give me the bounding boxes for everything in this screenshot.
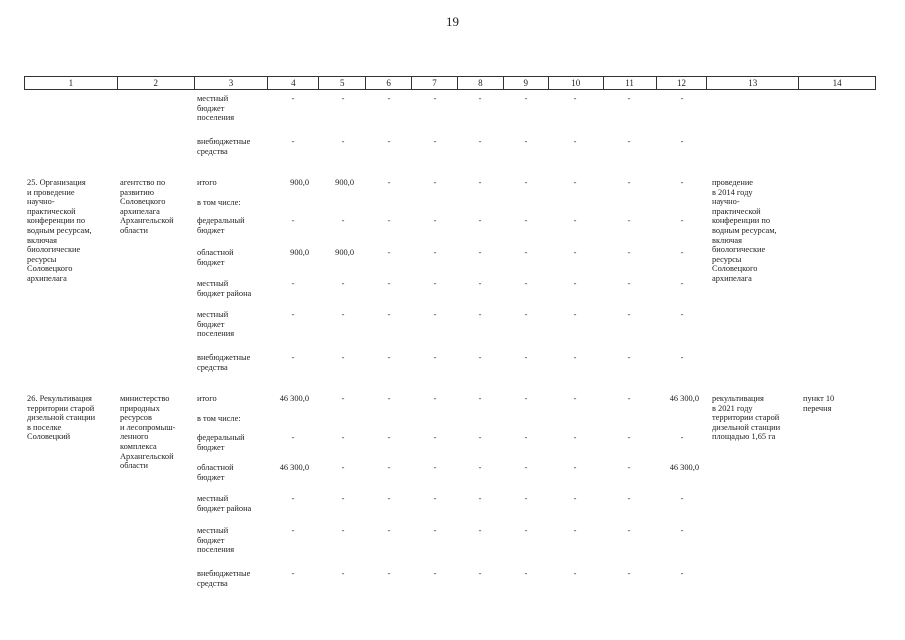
header-col-6: 6 bbox=[366, 77, 412, 89]
funding-source-label: федеральный бюджет bbox=[197, 216, 245, 235]
value-cell: - bbox=[387, 353, 391, 362]
value-cell: 900,0 bbox=[290, 178, 309, 187]
header-col-13: 13 bbox=[707, 77, 799, 89]
value-cell: - bbox=[387, 463, 391, 472]
value-cell: - bbox=[341, 526, 345, 535]
value-cell: - bbox=[341, 137, 345, 146]
value-cell: - bbox=[341, 216, 345, 225]
value-cell: - bbox=[387, 433, 391, 442]
value-cell: - bbox=[478, 494, 482, 503]
funding-source-label: итого bbox=[197, 394, 217, 403]
value-cell: - bbox=[433, 248, 437, 257]
value-cell: - bbox=[291, 279, 295, 288]
value-cell: - bbox=[341, 433, 345, 442]
value-cell: - bbox=[478, 353, 482, 362]
value-cell: - bbox=[680, 526, 684, 535]
value-cell: - bbox=[478, 526, 482, 535]
value-cell: - bbox=[680, 310, 684, 319]
value-cell: - bbox=[291, 569, 295, 578]
value-cell: - bbox=[341, 463, 345, 472]
value-cell: - bbox=[573, 216, 577, 225]
value-cell: - bbox=[680, 353, 684, 362]
value-cell: - bbox=[573, 178, 577, 187]
value-cell: - bbox=[524, 569, 528, 578]
value-cell: - bbox=[341, 353, 345, 362]
value-cell: - bbox=[478, 94, 482, 103]
value-cell: - bbox=[524, 353, 528, 362]
value-cell: - bbox=[680, 137, 684, 146]
funding-source-label: федеральный бюджет bbox=[197, 433, 245, 452]
value-cell: - bbox=[478, 216, 482, 225]
header-col-3: 3 bbox=[195, 77, 269, 89]
value-cell: - bbox=[680, 494, 684, 503]
value-cell: - bbox=[627, 216, 631, 225]
funding-source-label: областной бюджет bbox=[197, 248, 234, 267]
value-cell: - bbox=[478, 279, 482, 288]
funding-source-label: областной бюджет bbox=[197, 463, 234, 482]
value-cell: - bbox=[524, 526, 528, 535]
value-cell: - bbox=[387, 310, 391, 319]
value-cell: - bbox=[627, 178, 631, 187]
value-cell: - bbox=[627, 394, 631, 403]
value-cell: - bbox=[433, 394, 437, 403]
value-cell: - bbox=[680, 94, 684, 103]
value-cell: - bbox=[573, 526, 577, 535]
value-cell: - bbox=[573, 248, 577, 257]
value-cell: 46 300,0 bbox=[279, 463, 309, 472]
value-cell: - bbox=[573, 494, 577, 503]
value-cell: - bbox=[387, 248, 391, 257]
header-col-11: 11 bbox=[604, 77, 657, 89]
value-cell: - bbox=[433, 494, 437, 503]
value-cell: - bbox=[680, 216, 684, 225]
value-cell: - bbox=[387, 137, 391, 146]
value-cell: - bbox=[433, 463, 437, 472]
value-cell: - bbox=[627, 353, 631, 362]
value-cell: - bbox=[627, 526, 631, 535]
value-cell: 46 300,0 bbox=[669, 463, 699, 472]
value-cell: - bbox=[524, 248, 528, 257]
funding-source-label: местный бюджет поселения bbox=[197, 310, 235, 339]
value-cell: - bbox=[433, 178, 437, 187]
value-cell: - bbox=[291, 353, 295, 362]
value-cell: - bbox=[291, 433, 295, 442]
value-cell: - bbox=[387, 569, 391, 578]
header-col-14: 14 bbox=[832, 78, 842, 88]
value-cell: - bbox=[291, 216, 295, 225]
funding-source-label: местный бюджет района bbox=[197, 279, 252, 298]
value-cell: - bbox=[627, 137, 631, 146]
value-cell: - bbox=[524, 94, 528, 103]
table-header-row bbox=[24, 76, 876, 90]
value-cell: - bbox=[627, 279, 631, 288]
value-cell: - bbox=[387, 394, 391, 403]
value-cell: - bbox=[573, 310, 577, 319]
value-cell: - bbox=[627, 248, 631, 257]
value-cell: 46 300,0 bbox=[669, 394, 699, 403]
value-cell: - bbox=[478, 394, 482, 403]
value-cell: - bbox=[387, 94, 391, 103]
value-cell: - bbox=[524, 494, 528, 503]
header-col-5: 5 bbox=[319, 77, 366, 89]
value-cell: 900,0 bbox=[290, 248, 309, 257]
value-cell: - bbox=[387, 279, 391, 288]
value-cell: - bbox=[341, 494, 345, 503]
value-cell: - bbox=[573, 279, 577, 288]
value-cell: - bbox=[524, 216, 528, 225]
value-cell: - bbox=[627, 94, 631, 103]
value-cell: - bbox=[341, 569, 345, 578]
value-cell: - bbox=[433, 137, 437, 146]
item-26-result: рекультивация в 2021 году территории старой дизельной станции площадью 1,65 га bbox=[712, 394, 781, 442]
value-cell: - bbox=[478, 433, 482, 442]
value-cell: - bbox=[433, 569, 437, 578]
value-cell: - bbox=[627, 433, 631, 442]
funding-source-label: внебюджетные средства bbox=[197, 137, 251, 156]
funding-source-label: местный бюджет поселения bbox=[197, 94, 235, 123]
funding-source-label: в том числе: bbox=[197, 414, 241, 423]
value-cell: - bbox=[524, 463, 528, 472]
value-cell: - bbox=[433, 353, 437, 362]
value-cell: - bbox=[627, 494, 631, 503]
value-cell: - bbox=[524, 137, 528, 146]
value-cell: - bbox=[291, 310, 295, 319]
item-26-executor: министерство природных ресурсов и лесопромыш- ленного комплекса Архангельской области bbox=[120, 394, 176, 471]
value-cell: - bbox=[433, 433, 437, 442]
header-col-2: 2 bbox=[118, 77, 195, 89]
value-cell: - bbox=[433, 310, 437, 319]
funding-source-label: местный бюджет поселения bbox=[197, 526, 235, 555]
value-cell: 900,0 bbox=[335, 248, 354, 257]
item-25-result: проведение в 2014 году научно- практической конференции по водным ресурсам, включая биологические ресурсы Соловецкого архипелага bbox=[712, 178, 777, 283]
value-cell: - bbox=[524, 178, 528, 187]
value-cell: - bbox=[573, 463, 577, 472]
value-cell: - bbox=[478, 310, 482, 319]
value-cell: - bbox=[524, 310, 528, 319]
funding-source-label: внебюджетные средства bbox=[197, 353, 251, 372]
value-cell: - bbox=[433, 94, 437, 103]
header-col-1: 1 bbox=[25, 77, 118, 89]
value-cell: - bbox=[341, 279, 345, 288]
value-cell: - bbox=[573, 137, 577, 146]
value-cell: - bbox=[387, 494, 391, 503]
value-cell: - bbox=[478, 569, 482, 578]
value-cell: - bbox=[291, 94, 295, 103]
value-cell: - bbox=[387, 526, 391, 535]
value-cell: - bbox=[524, 433, 528, 442]
value-cell: - bbox=[573, 433, 577, 442]
value-cell: - bbox=[627, 463, 631, 472]
value-cell: - bbox=[524, 279, 528, 288]
value-cell: - bbox=[341, 94, 345, 103]
item-26-name: 26. Рекультивация территории старой дизельной станции в поселке Соловецкий bbox=[27, 394, 96, 442]
value-cell: - bbox=[680, 248, 684, 257]
item-26-note: пункт 10 перечня bbox=[803, 394, 835, 413]
value-cell: - bbox=[291, 137, 295, 146]
item-25-executor: агентство по развитию Соловецкого архипелага Архангельской области bbox=[120, 178, 174, 235]
value-cell: - bbox=[478, 178, 482, 187]
value-cell: - bbox=[627, 310, 631, 319]
header-col-12: 12 bbox=[657, 77, 708, 89]
funding-source-label: итого bbox=[197, 178, 217, 187]
value-cell: - bbox=[573, 569, 577, 578]
value-cell: 46 300,0 bbox=[279, 394, 309, 403]
value-cell: - bbox=[433, 216, 437, 225]
value-cell: - bbox=[387, 216, 391, 225]
header-col-10: 10 bbox=[549, 77, 604, 89]
value-cell: - bbox=[524, 394, 528, 403]
value-cell: - bbox=[680, 279, 684, 288]
header-col-8: 8 bbox=[458, 77, 504, 89]
value-cell: - bbox=[341, 310, 345, 319]
header-col-7: 7 bbox=[412, 77, 458, 89]
value-cell: - bbox=[680, 178, 684, 187]
header-col-9: 9 bbox=[504, 77, 549, 89]
value-cell: - bbox=[433, 526, 437, 535]
value-cell: 900,0 bbox=[335, 178, 354, 187]
page-number: 19 bbox=[446, 14, 459, 29]
value-cell: - bbox=[478, 137, 482, 146]
value-cell: - bbox=[478, 248, 482, 257]
value-cell: - bbox=[573, 394, 577, 403]
item-25-name: 25. Организация и проведение научно- практической конференции по водным ресурсам, включая биологические ресурсы Соловецкого архипелага bbox=[27, 178, 92, 283]
value-cell: - bbox=[573, 94, 577, 103]
header-col-4: 4 bbox=[268, 77, 319, 89]
value-cell: - bbox=[341, 394, 345, 403]
value-cell: - bbox=[680, 569, 684, 578]
funding-source-label: местный бюджет района bbox=[197, 494, 252, 513]
value-cell: - bbox=[478, 463, 482, 472]
value-cell: - bbox=[680, 433, 684, 442]
value-cell: - bbox=[387, 178, 391, 187]
value-cell: - bbox=[291, 494, 295, 503]
value-cell: - bbox=[627, 569, 631, 578]
value-cell: - bbox=[433, 279, 437, 288]
value-cell: - bbox=[573, 353, 577, 362]
value-cell: - bbox=[291, 526, 295, 535]
funding-source-label: в том числе: bbox=[197, 198, 241, 207]
funding-source-label: внебюджетные средства bbox=[197, 569, 251, 588]
